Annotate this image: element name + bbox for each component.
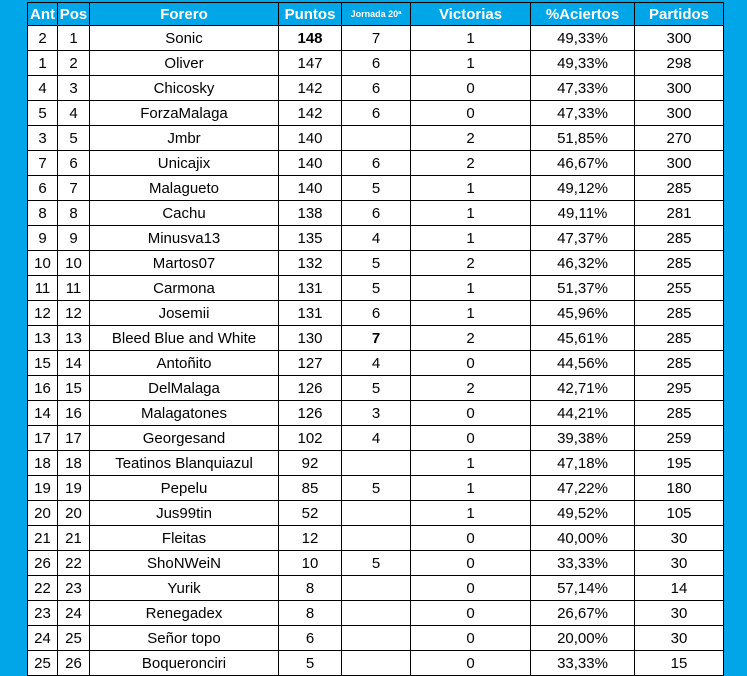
cell-aciertos[interactable]: 39,38% [531, 426, 635, 451]
cell-forero[interactable]: Jmbr [90, 126, 279, 151]
cell-victorias[interactable]: 1 [411, 276, 531, 301]
table-row [28, 451, 724, 476]
cell-victorias[interactable]: 1 [411, 301, 531, 326]
cell-pos[interactable]: 1 [58, 26, 90, 51]
ranking-table [27, 2, 724, 676]
cell-jornada[interactable]: 7 [342, 326, 411, 351]
cell-victorias[interactable]: 2 [411, 126, 531, 151]
cell-partidos[interactable]: 30 [635, 551, 724, 576]
cell-puntos[interactable]: 10 [279, 551, 342, 576]
cell-aciertos[interactable]: 44,56% [531, 351, 635, 376]
cell-partidos[interactable]: 180 [635, 476, 724, 501]
cell-jornada[interactable]: 6 [342, 101, 411, 126]
cell-victorias[interactable]: 0 [411, 426, 531, 451]
cell-ant[interactable]: 10 [28, 251, 58, 276]
cell-aciertos[interactable]: 46,67% [531, 151, 635, 176]
cell-victorias[interactable]: 1 [411, 501, 531, 526]
cell-ant[interactable]: 19 [28, 476, 58, 501]
cell-jornada[interactable]: 6 [342, 76, 411, 101]
cell-puntos[interactable]: 126 [279, 376, 342, 401]
cell-pos[interactable]: 14 [58, 351, 90, 376]
cell-jornada[interactable]: 5 [342, 376, 411, 401]
table-row [28, 276, 724, 301]
ranking-sheet [27, 2, 723, 676]
cell-partidos[interactable]: 30 [635, 526, 724, 551]
cell-pos[interactable]: 15 [58, 376, 90, 401]
cell-jornada[interactable] [342, 501, 411, 526]
cell-puntos[interactable]: 127 [279, 351, 342, 376]
cell-ant[interactable]: 22 [28, 576, 58, 601]
cell-puntos[interactable]: 12 [279, 526, 342, 551]
cell-pos[interactable]: 11 [58, 276, 90, 301]
cell-forero[interactable]: Unicajix [90, 151, 279, 176]
cell-pos[interactable]: 24 [58, 601, 90, 626]
cell-pos[interactable]: 3 [58, 76, 90, 101]
cell-ant[interactable]: 5 [28, 101, 58, 126]
cell-forero[interactable]: Oliver [90, 51, 279, 76]
cell-victorias[interactable]: 0 [411, 526, 531, 551]
cell-pos[interactable]: 23 [58, 576, 90, 601]
cell-victorias[interactable]: 2 [411, 151, 531, 176]
cell-pos[interactable]: 13 [58, 326, 90, 351]
cell-victorias[interactable]: 1 [411, 201, 531, 226]
cell-forero[interactable]: DelMalaga [90, 376, 279, 401]
cell-partidos[interactable]: 281 [635, 201, 724, 226]
cell-puntos[interactable]: 142 [279, 101, 342, 126]
table-row [28, 51, 724, 76]
cell-forero[interactable]: Cachu [90, 201, 279, 226]
cell-victorias[interactable]: 1 [411, 176, 531, 201]
table-row [28, 501, 724, 526]
cell-pos[interactable]: 16 [58, 401, 90, 426]
cell-jornada[interactable]: 4 [342, 351, 411, 376]
cell-victorias[interactable]: 0 [411, 101, 531, 126]
table-row [28, 376, 724, 401]
cell-forero[interactable]: Georgesand [90, 426, 279, 451]
cell-pos[interactable]: 9 [58, 226, 90, 251]
cell-victorias[interactable]: 0 [411, 576, 531, 601]
cell-forero[interactable]: Boqueronciri [90, 651, 279, 676]
cell-puntos[interactable]: 135 [279, 226, 342, 251]
cell-victorias[interactable]: 1 [411, 51, 531, 76]
cell-puntos[interactable]: 5 [279, 651, 342, 676]
table-row [28, 126, 724, 151]
cell-jornada[interactable]: 4 [342, 426, 411, 451]
cell-ant[interactable]: 23 [28, 601, 58, 626]
cell-puntos[interactable]: 132 [279, 251, 342, 276]
table-row [28, 26, 724, 51]
cell-pos[interactable]: 22 [58, 551, 90, 576]
cell-pos[interactable]: 2 [58, 51, 90, 76]
cell-jornada[interactable]: 5 [342, 176, 411, 201]
cell-jornada[interactable]: 4 [342, 226, 411, 251]
cell-ant[interactable]: 11 [28, 276, 58, 301]
cell-puntos[interactable]: 142 [279, 76, 342, 101]
cell-partidos[interactable]: 14 [635, 576, 724, 601]
cell-forero[interactable]: Teatinos Blanquiazul [90, 451, 279, 476]
cell-forero[interactable]: Malagueto [90, 176, 279, 201]
cell-pos[interactable]: 25 [58, 626, 90, 651]
table-row [28, 76, 724, 101]
table-row [28, 526, 724, 551]
cell-jornada[interactable]: 5 [342, 251, 411, 276]
cell-puntos[interactable]: 85 [279, 476, 342, 501]
cell-forero[interactable]: Martos07 [90, 251, 279, 276]
cell-ant[interactable]: 15 [28, 351, 58, 376]
cell-aciertos[interactable]: 49,52% [531, 501, 635, 526]
cell-jornada[interactable]: 3 [342, 401, 411, 426]
table-row [28, 651, 724, 676]
cell-jornada[interactable] [342, 576, 411, 601]
cell-pos[interactable]: 21 [58, 526, 90, 551]
cell-partidos[interactable]: 270 [635, 126, 724, 151]
cell-jornada[interactable] [342, 126, 411, 151]
cell-aciertos[interactable]: 49,12% [531, 176, 635, 201]
header-jornada[interactable]: Jornada 20ª [342, 3, 411, 26]
cell-puntos[interactable]: 138 [279, 201, 342, 226]
table-row [28, 576, 724, 601]
table-row [28, 301, 724, 326]
cell-forero[interactable]: Bleed Blue and White [90, 326, 279, 351]
cell-jornada[interactable] [342, 651, 411, 676]
cell-jornada[interactable]: 6 [342, 51, 411, 76]
cell-ant[interactable]: 2 [28, 26, 58, 51]
table-row [28, 251, 724, 276]
cell-ant[interactable]: 24 [28, 626, 58, 651]
cell-partidos[interactable]: 255 [635, 276, 724, 301]
table-row [28, 326, 724, 351]
cell-ant[interactable]: 16 [28, 376, 58, 401]
cell-aciertos[interactable]: 49,33% [531, 51, 635, 76]
cell-partidos[interactable]: 105 [635, 501, 724, 526]
cell-puntos[interactable]: 131 [279, 276, 342, 301]
cell-victorias[interactable]: 0 [411, 76, 531, 101]
table-row [28, 151, 724, 176]
header-puntos[interactable]: Puntos [279, 3, 342, 26]
cell-puntos[interactable]: 148 [279, 26, 342, 51]
cell-puntos[interactable]: 52 [279, 501, 342, 526]
cell-puntos[interactable]: 140 [279, 151, 342, 176]
cell-partidos[interactable]: 285 [635, 301, 724, 326]
cell-victorias[interactable]: 0 [411, 601, 531, 626]
cell-ant[interactable]: 13 [28, 326, 58, 351]
cell-victorias[interactable]: 0 [411, 401, 531, 426]
cell-forero[interactable]: Malagatones [90, 401, 279, 426]
cell-victorias[interactable]: 0 [411, 651, 531, 676]
cell-puntos[interactable]: 147 [279, 51, 342, 76]
cell-victorias[interactable]: 1 [411, 476, 531, 501]
cell-aciertos[interactable]: 42,71% [531, 376, 635, 401]
cell-pos[interactable]: 8 [58, 201, 90, 226]
cell-ant[interactable]: 8 [28, 201, 58, 226]
cell-jornada[interactable]: 6 [342, 301, 411, 326]
table-row [28, 426, 724, 451]
cell-puntos[interactable]: 140 [279, 176, 342, 201]
cell-ant[interactable]: 6 [28, 176, 58, 201]
cell-ant[interactable]: 17 [28, 426, 58, 451]
cell-puntos[interactable]: 92 [279, 451, 342, 476]
cell-forero[interactable]: Minusva13 [90, 226, 279, 251]
cell-forero[interactable]: Renegadex [90, 601, 279, 626]
cell-ant[interactable]: 25 [28, 651, 58, 676]
cell-jornada[interactable]: 6 [342, 151, 411, 176]
cell-partidos[interactable]: 298 [635, 51, 724, 76]
cell-forero[interactable]: ShoNWeiN [90, 551, 279, 576]
cell-partidos[interactable]: 285 [635, 326, 724, 351]
cell-aciertos[interactable]: 49,33% [531, 26, 635, 51]
cell-pos[interactable]: 5 [58, 126, 90, 151]
cell-victorias[interactable]: 2 [411, 326, 531, 351]
cell-ant[interactable]: 18 [28, 451, 58, 476]
cell-forero[interactable]: Jus99tin [90, 501, 279, 526]
cell-aciertos[interactable]: 51,85% [531, 126, 635, 151]
cell-forero[interactable]: Carmona [90, 276, 279, 301]
header-pos[interactable]: Pos [58, 3, 90, 26]
table-row [28, 176, 724, 201]
cell-pos[interactable]: 26 [58, 651, 90, 676]
cell-partidos[interactable]: 285 [635, 251, 724, 276]
cell-ant[interactable]: 3 [28, 126, 58, 151]
cell-jornada[interactable]: 5 [342, 476, 411, 501]
table-row [28, 351, 724, 376]
cell-partidos[interactable]: 259 [635, 426, 724, 451]
cell-forero[interactable]: Chicosky [90, 76, 279, 101]
cell-pos[interactable]: 10 [58, 251, 90, 276]
cell-partidos[interactable]: 285 [635, 401, 724, 426]
cell-aciertos[interactable]: 26,67% [531, 601, 635, 626]
cell-puntos[interactable]: 130 [279, 326, 342, 351]
cell-aciertos[interactable]: 47,33% [531, 101, 635, 126]
cell-partidos[interactable]: 285 [635, 226, 724, 251]
cell-ant[interactable]: 1 [28, 51, 58, 76]
cell-partidos[interactable]: 285 [635, 351, 724, 376]
cell-forero[interactable]: ForzaMalaga [90, 101, 279, 126]
cell-aciertos[interactable]: 47,37% [531, 226, 635, 251]
cell-forero[interactable]: Antoñito [90, 351, 279, 376]
table-body [28, 26, 724, 676]
cell-jornada[interactable]: 6 [342, 201, 411, 226]
cell-pos[interactable]: 18 [58, 451, 90, 476]
cell-puntos[interactable]: 6 [279, 626, 342, 651]
cell-puntos[interactable]: 126 [279, 401, 342, 426]
table-row [28, 476, 724, 501]
cell-victorias[interactable]: 0 [411, 351, 531, 376]
cell-ant[interactable]: 20 [28, 501, 58, 526]
cell-partidos[interactable]: 295 [635, 376, 724, 401]
cell-aciertos[interactable]: 45,96% [531, 301, 635, 326]
cell-aciertos[interactable]: 20,00% [531, 626, 635, 651]
header-ant[interactable]: Ant [28, 3, 58, 26]
cell-forero[interactable]: Sonic [90, 26, 279, 51]
cell-ant[interactable]: 26 [28, 551, 58, 576]
cell-jornada[interactable] [342, 601, 411, 626]
table-row [28, 401, 724, 426]
header-row [28, 3, 724, 26]
cell-aciertos[interactable]: 51,37% [531, 276, 635, 301]
cell-ant[interactable]: 14 [28, 401, 58, 426]
cell-aciertos[interactable]: 45,61% [531, 326, 635, 351]
cell-victorias[interactable]: 1 [411, 451, 531, 476]
cell-pos[interactable]: 12 [58, 301, 90, 326]
cell-puntos[interactable]: 131 [279, 301, 342, 326]
cell-victorias[interactable]: 1 [411, 226, 531, 251]
cell-victorias[interactable]: 2 [411, 251, 531, 276]
cell-partidos[interactable]: 300 [635, 101, 724, 126]
cell-victorias[interactable]: 0 [411, 626, 531, 651]
cell-puntos[interactable]: 140 [279, 126, 342, 151]
cell-partidos[interactable]: 285 [635, 176, 724, 201]
table-row [28, 626, 724, 651]
cell-pos[interactable]: 4 [58, 101, 90, 126]
cell-partidos[interactable]: 195 [635, 451, 724, 476]
cell-aciertos[interactable]: 33,33% [531, 651, 635, 676]
cell-forero[interactable]: Pepelu [90, 476, 279, 501]
table-row [28, 101, 724, 126]
cell-victorias[interactable]: 1 [411, 26, 531, 51]
cell-puntos[interactable]: 8 [279, 576, 342, 601]
cell-forero[interactable]: Señor topo [90, 626, 279, 651]
cell-jornada[interactable]: 7 [342, 26, 411, 51]
cell-partidos[interactable]: 15 [635, 651, 724, 676]
cell-pos[interactable]: 6 [58, 151, 90, 176]
cell-pos[interactable]: 7 [58, 176, 90, 201]
cell-forero[interactable]: Josemii [90, 301, 279, 326]
cell-victorias[interactable]: 0 [411, 551, 531, 576]
cell-aciertos[interactable]: 44,21% [531, 401, 635, 426]
cell-partidos[interactable]: 300 [635, 26, 724, 51]
cell-aciertos[interactable]: 47,33% [531, 76, 635, 101]
cell-partidos[interactable]: 300 [635, 76, 724, 101]
cell-jornada[interactable] [342, 526, 411, 551]
table-row [28, 601, 724, 626]
cell-aciertos[interactable]: 49,11% [531, 201, 635, 226]
cell-jornada[interactable] [342, 626, 411, 651]
header-forero[interactable]: Forero [90, 3, 279, 26]
cell-ant[interactable]: 21 [28, 526, 58, 551]
cell-jornada[interactable]: 5 [342, 276, 411, 301]
cell-puntos[interactable]: 8 [279, 601, 342, 626]
table-row [28, 226, 724, 251]
cell-aciertos[interactable]: 57,14% [531, 576, 635, 601]
cell-aciertos[interactable]: 47,22% [531, 476, 635, 501]
cell-jornada[interactable]: 5 [342, 551, 411, 576]
table-row [28, 551, 724, 576]
cell-aciertos[interactable]: 46,32% [531, 251, 635, 276]
cell-ant[interactable]: 9 [28, 226, 58, 251]
cell-forero[interactable]: Yurik [90, 576, 279, 601]
cell-ant[interactable]: 12 [28, 301, 58, 326]
cell-ant[interactable]: 4 [28, 76, 58, 101]
cell-ant[interactable]: 7 [28, 151, 58, 176]
cell-partidos[interactable]: 30 [635, 601, 724, 626]
table-row [28, 201, 724, 226]
header-aciertos[interactable]: %Aciertos [531, 3, 635, 26]
cell-forero[interactable]: Fleitas [90, 526, 279, 551]
cell-pos[interactable]: 20 [58, 501, 90, 526]
cell-puntos[interactable]: 102 [279, 426, 342, 451]
cell-partidos[interactable]: 30 [635, 626, 724, 651]
cell-pos[interactable]: 17 [58, 426, 90, 451]
cell-aciertos[interactable]: 40,00% [531, 526, 635, 551]
cell-victorias[interactable]: 2 [411, 376, 531, 401]
cell-partidos[interactable]: 300 [635, 151, 724, 176]
header-partidos[interactable]: Partidos [635, 3, 724, 26]
cell-aciertos[interactable]: 33,33% [531, 551, 635, 576]
cell-pos[interactable]: 19 [58, 476, 90, 501]
cell-aciertos[interactable]: 47,18% [531, 451, 635, 476]
header-victorias[interactable]: Victorias [411, 3, 531, 26]
cell-jornada[interactable] [342, 451, 411, 476]
